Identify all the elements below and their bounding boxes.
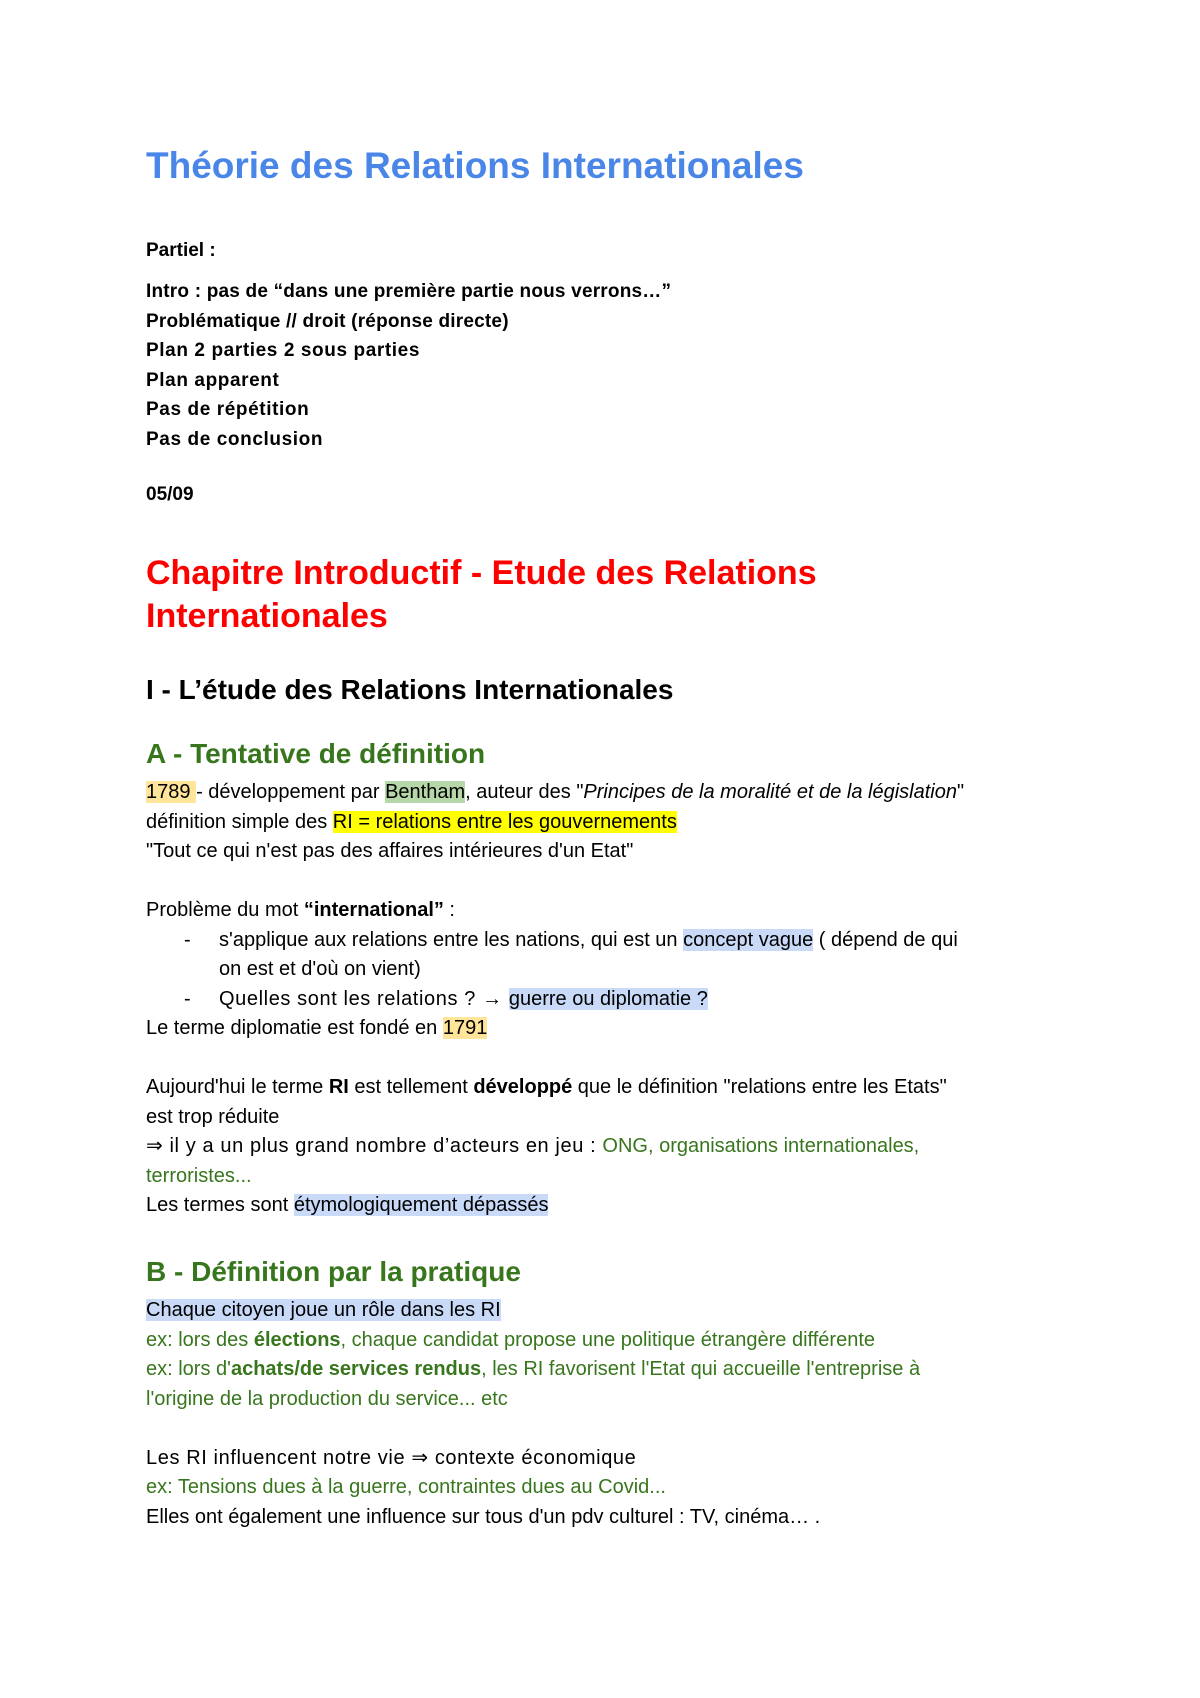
text-span: ( dépend de qui	[813, 928, 958, 951]
bullet-list	[146, 926, 1076, 1015]
bold-term: élections	[253, 1328, 341, 1351]
spacer	[146, 1414, 1076, 1444]
highlight-name: Bentham	[385, 781, 466, 803]
paragraph-line: l'origine de la production du service... etc	[146, 1387, 508, 1410]
section-title: I - L’étude des Relations Internationales	[146, 674, 674, 705]
text-span: ex: lors d'	[146, 1358, 231, 1380]
document-title: Théorie des Relations Internationales	[146, 145, 804, 186]
list-item	[146, 985, 1076, 1015]
paragraph-line: terroristes...	[146, 1164, 252, 1187]
green-text: ONG, organisations internationales,	[602, 1135, 920, 1157]
text-span: est tellement	[348, 1076, 474, 1098]
paragraph-line	[146, 1132, 1076, 1162]
text-span: , chaque candidat propose une politique étrangère différente	[340, 1328, 876, 1351]
text-span: on est et d'où on vient)	[219, 958, 421, 980]
paragraph-line: est trop réduite	[146, 1105, 280, 1128]
partiel-label: Partiel :	[146, 240, 216, 261]
text-span: Problème du mot	[146, 899, 304, 921]
partiel-item: Intro : pas de “dans une première partie nous verrons…”	[146, 281, 672, 302]
text-span: Quelles sont les relations ? →	[219, 987, 509, 1010]
paragraph-line	[146, 778, 1076, 808]
text-span: Les termes sont	[146, 1194, 294, 1216]
paragraph-line	[146, 1014, 1076, 1044]
date-label: 05/09	[146, 484, 194, 505]
partiel-item: Problématique // droit (réponse directe)	[146, 310, 509, 332]
partiel-list	[146, 277, 671, 454]
subsection-b-title: B - Définition par la pratique	[146, 1256, 521, 1287]
text-span: que le définition "relations entre les Etats"	[572, 1076, 947, 1098]
chapter-title: Chapitre Introductif - Etude des Relations Internationales	[146, 554, 817, 635]
partiel-item: Plan 2 parties 2 sous parties	[146, 340, 421, 361]
highlight-term: étymologiquement dépassés	[293, 1194, 549, 1216]
partiel-item: Pas de répétition	[146, 399, 310, 420]
paragraph-line: Elles ont également une influence sur tous d'un pdv culturel : TV, cinéma… .	[146, 1505, 821, 1528]
paragraph-line	[146, 1073, 1076, 1103]
highlight-year: 1789	[146, 781, 197, 803]
bold-term: achats/de services rendus	[230, 1358, 482, 1380]
text-span: "	[956, 781, 965, 803]
spacer	[146, 867, 1076, 897]
paragraph-line	[146, 808, 1076, 838]
text-span: , les RI favorisent l'Etat qui accueille l'entreprise à	[481, 1358, 921, 1380]
list-item	[146, 926, 1076, 985]
paragraph-line: Les RI influencent notre vie ⇒ contexte économique	[146, 1446, 637, 1469]
highlight-year: 1791	[442, 1017, 488, 1039]
subsection-b-body	[146, 1296, 1076, 1532]
text-span: , auteur des "	[465, 781, 584, 803]
bold-term: “international”	[303, 899, 444, 921]
book-title: Principes de la moralité et de la législation	[583, 781, 957, 803]
partiel-item: Pas de conclusion	[146, 428, 324, 450]
text-span: :	[443, 899, 455, 921]
subsection-a-title: A - Tentative de définition	[146, 738, 486, 769]
paragraph-line: "Tout ce qui n'est pas des affaires intérieures d'un Etat"	[146, 840, 634, 862]
paragraph-line	[146, 1296, 1076, 1326]
paragraph-line: ex: Tensions dues à la guerre, contraintes dues au Covid...	[146, 1476, 666, 1498]
text-span: Le terme diplomatie est fondé en	[146, 1017, 443, 1039]
dash-bullet-icon: -	[184, 928, 191, 951]
highlight-concept: concept vague	[683, 928, 814, 951]
text-span: ⇒ il y a un plus grand nombre d’acteurs en jeu :	[146, 1135, 603, 1157]
paragraph-line	[146, 1326, 1076, 1356]
text-span: - développement par	[196, 781, 386, 803]
bold-term: développé	[473, 1076, 573, 1098]
paragraph-line	[146, 1355, 1076, 1385]
paragraph-line	[146, 1191, 1076, 1221]
highlight-statement: Chaque citoyen joue un rôle dans les RI	[146, 1299, 501, 1321]
subsection-a-body	[146, 778, 1076, 1221]
text-span: ex: lors des	[146, 1328, 254, 1351]
highlight-question: guerre ou diplomatie ?	[508, 987, 708, 1010]
dash-bullet-icon: -	[184, 987, 191, 1010]
highlight-definition: RI = relations entre les gouvernements	[332, 810, 677, 833]
spacer	[146, 1044, 1076, 1074]
paragraph-line	[146, 896, 1076, 926]
text-span: définition simple des	[146, 810, 333, 833]
partiel-item: Plan apparent	[146, 369, 280, 391]
bold-term: RI	[328, 1076, 349, 1098]
text-span: s'applique aux relations entre les nations, qui est un	[219, 928, 684, 951]
text-span: Aujourd'hui le terme	[146, 1076, 329, 1098]
